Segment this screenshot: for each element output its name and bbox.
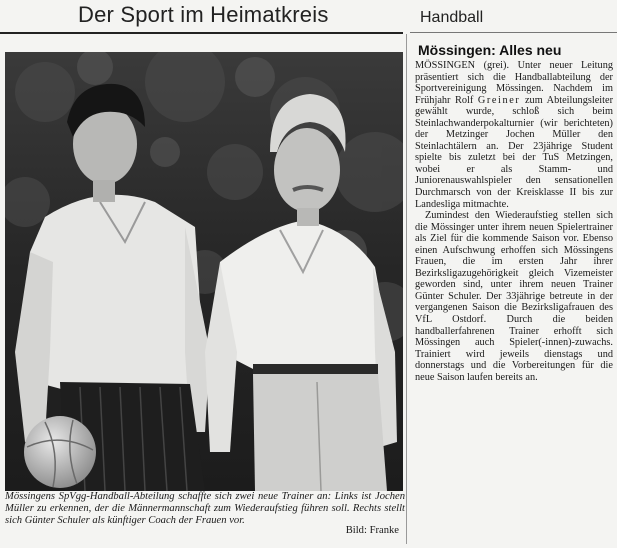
author-name: Greiner — [477, 94, 521, 106]
caption-text: Mössingens SpVgg-Handball-Abteilung schaffte sich zwei neue Trainer an: Links ist Jochen Müller zu erkennen, der die Männermannschaft zum Wiederaufstieg führen soll. Rechts stellt sich Günter Schuler als künftiger Coach der Frauen vor. — [5, 491, 405, 526]
photo-caption — [5, 491, 405, 539]
article-paragraph-2: Zumindest den Wiederaufstieg stellen sich die Mössinger unter ihrem neuen Spielertrainer als Ziel für die kommende Saison vor. Ebenso einen Aufschwung erhoffen sich Mössingens Frauen, die im ersten Jahr ihrer Bezirksligazugehörigkeit gleich Vizemeister geworden sind, unter ihrem neuen Trainer Günter Schuler. Der 33jährige betreute in der vergangenen Saison die Bezirksligafrauen des VfL Ostdorf. Durch die beiden handballerfahrenen Trainer erhofft sich Mössingen auch Spieler(-innen)-zuwachs. Trainiert wird jeweils dienstags und donnerstags und die Vorbereitungen für die neue Saison laufen bereits an. — [415, 210, 613, 383]
handball-icon — [24, 416, 96, 488]
section-header — [410, 0, 617, 33]
news-photo — [5, 52, 403, 491]
section-label: Handball — [420, 9, 484, 26]
page-title: Der Sport im Heimatkreis — [78, 2, 329, 27]
article-body — [415, 60, 613, 383]
page-header — [0, 0, 403, 34]
article-paragraph-1: MÖSSINGEN (grei). Unter neuer Leitung präsentiert sich die Handballabteilung der Sportvereinigung Mössingen. Nachdem im Frühjahr Rolf Greiner zum Abteilungsleiter gewählt wurde, schloß sich beim Steinlachwanderpokalturnier (wir berichteten) der Metzinger Jochen Müller den Steinlachtälern an. Der 23jährige Student spielte bis zuletzt bei der TuS Metzingen, wobei er als Stamm- und Juniorenauswahlspieler den sensationellen Durchmarsch von der Kreisklasse II bis zur Landesliga mitmachte. — [415, 60, 614, 210]
column-divider — [406, 34, 407, 544]
photo-credit: Bild: Franke — [342, 525, 399, 537]
photo-illustration — [5, 52, 403, 491]
article — [410, 34, 617, 544]
article-headline: Mössingen: Alles neu — [418, 42, 562, 58]
